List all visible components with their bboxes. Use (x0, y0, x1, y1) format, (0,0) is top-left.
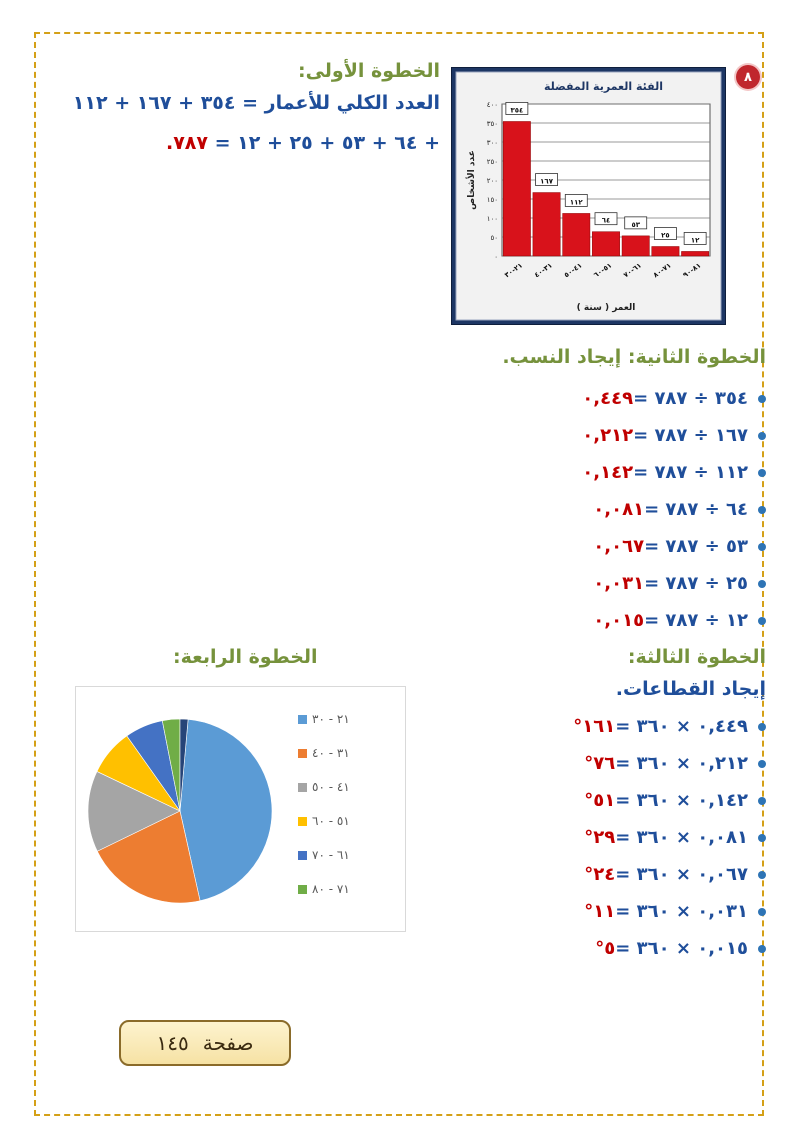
ratio-expression: ١١٢ ÷ ٧٨٧ = (633, 462, 748, 483)
bullet-icon (758, 580, 766, 588)
legend-swatch (298, 851, 307, 860)
bar (563, 213, 590, 256)
bullet-icon (758, 945, 766, 953)
bar-value-label: ٢٥ (661, 231, 670, 240)
ratio-item (582, 602, 766, 639)
bar (681, 251, 708, 256)
legend-label: ٦١ - ٧٠ (312, 848, 350, 862)
y-tick-label: ٣٥٠ (486, 120, 498, 128)
sector-item (573, 782, 766, 819)
sector-expression: ٠,٢١٢ × ٣٦٠ = (615, 753, 748, 774)
bar-value-label: ٦٤ (601, 216, 611, 225)
sector-result: ٢٩° (584, 827, 616, 848)
ratio-result: ٠,٠٦٧ (593, 536, 645, 557)
page-number-badge (119, 1020, 291, 1066)
sector-expression: ٠,٠١٥ × ٣٦٠ = (615, 938, 748, 959)
step1-title: الخطوة الأولى: (297, 60, 440, 82)
ratio-item (582, 417, 766, 454)
ratio-expression: ٢٥ ÷ ٧٨٧ = (644, 573, 748, 594)
ratio-item (582, 565, 766, 602)
legend-label: ٣١ - ٤٠ (312, 746, 350, 760)
sector-expression: ٠,٠٣١ × ٣٦٠ = (615, 901, 748, 922)
ratio-expression: ١٦٧ ÷ ٧٨٧ = (633, 425, 748, 446)
ratio-item (582, 528, 766, 565)
page-label: صفحة (202, 1031, 254, 1055)
ratio-expression: ١٢ ÷ ٧٨٧ = (644, 610, 748, 631)
ratio-result: ٠,٠٨١ (593, 499, 645, 520)
sector-result: ١١° (584, 901, 616, 922)
legend-swatch (298, 817, 307, 826)
bullet-icon (758, 908, 766, 916)
step3-subtitle: إيجاد القطاعات. (615, 678, 766, 700)
legend-label: ٥١ - ٦٠ (312, 814, 350, 828)
bullet-icon (758, 432, 766, 440)
y-tick-label: ٢٠٠ (486, 177, 498, 185)
ratio-expression: ٥٣ ÷ ٧٨٧ = (644, 536, 748, 557)
ratio-result: ٠,٠٣١ (593, 573, 645, 594)
y-tick-label: ٢٥٠ (486, 158, 498, 166)
step1-line2-total: ٧٨٧. (165, 132, 215, 154)
bar (622, 236, 649, 256)
bar (503, 121, 530, 256)
bar-chart (451, 67, 726, 325)
step4-title: الخطوة الرابعة: (173, 646, 318, 668)
sector-item (573, 893, 766, 930)
x-tick-label: ٦١-٧٠ (622, 261, 644, 280)
bar-value-label: ١١٢ (569, 198, 583, 207)
sector-result: ٧٦° (584, 753, 616, 774)
y-tick-label: ١٠٠ (486, 215, 498, 223)
bar-value-label: ١٦٧ (540, 177, 553, 186)
sector-list (573, 708, 766, 967)
sector-item (573, 856, 766, 893)
legend-label: ٤١ - ٥٠ (312, 780, 350, 794)
ratio-list (582, 380, 766, 639)
legend-swatch (298, 715, 307, 724)
chart-title: الفئة العمرية المفضلة (544, 80, 663, 93)
ratio-result: ٠,٢١٢ (582, 425, 634, 446)
pie-chart (75, 686, 406, 932)
sector-item (573, 930, 766, 967)
bar-value-label: ٣٥٤ (510, 106, 524, 115)
x-tick-label: ٣١-٤٠ (532, 261, 554, 280)
y-tick-label: ٤٠٠ (486, 101, 498, 109)
step1-total-line1: العدد الكلي للأعمار = ٣٥٤ + ١٦٧ + ١١٢ (72, 92, 440, 114)
legend-swatch (298, 885, 307, 894)
x-axis-label: العمر ( سنة ) (576, 303, 636, 313)
bullet-icon (758, 506, 766, 514)
x-tick-label: ٤١-٥٠ (562, 261, 584, 280)
step2-title (502, 346, 766, 368)
ratio-result: ٠,٤٤٩ (582, 388, 634, 409)
bar-value-label: ١٢ (690, 236, 700, 245)
question-number-badge: ٨ (736, 65, 760, 89)
legend-swatch (298, 749, 307, 758)
ratio-item (582, 454, 766, 491)
sector-expression: ٠,٤٤٩ × ٣٦٠ = (615, 716, 748, 737)
bullet-icon (758, 760, 766, 768)
x-tick-label: ٨١-٩٠ (681, 261, 703, 280)
ratio-result: ٠,١٤٢ (582, 462, 634, 483)
ratio-expression: ٦٤ ÷ ٧٨٧ = (644, 499, 748, 520)
step1-line2-sum: + ٦٤ + ٥٣ + ٢٥ + ١٢ = (214, 132, 440, 154)
legend-swatch (298, 783, 307, 792)
sector-item (573, 708, 766, 745)
y-axis-label: عدد الأشخاص (467, 150, 477, 210)
bar-chart-svg (452, 68, 725, 324)
y-tick-label: ١٥٠ (486, 196, 498, 204)
step1-total-line2 (166, 132, 440, 154)
legend-label: ٧١ - ٨٠ (312, 882, 350, 896)
ratio-item (582, 491, 766, 528)
bar-value-label: ٥٣ (631, 220, 640, 229)
y-tick-label: ٥٠ (490, 234, 498, 242)
bullet-icon (758, 469, 766, 477)
pie-chart-svg (76, 687, 405, 931)
bullet-icon (758, 871, 766, 879)
sector-result: ٢٤° (584, 864, 616, 885)
bullet-icon (758, 617, 766, 625)
ratio-item (582, 380, 766, 417)
bullet-icon (758, 723, 766, 731)
sector-item (573, 745, 766, 782)
sector-result: ١٦١° (573, 716, 616, 737)
sector-item (573, 819, 766, 856)
bullet-icon (758, 543, 766, 551)
y-tick-label: ٠ (494, 253, 498, 261)
step2-title-text: الخطوة الثانية: إيجاد النسب. (502, 346, 766, 368)
sector-expression: ٠,٠٦٧ × ٣٦٠ = (615, 864, 748, 885)
page-number: ١٤٥ (156, 1031, 189, 1055)
bar (592, 232, 619, 256)
x-tick-label: ٧١-٨٠ (651, 261, 673, 280)
sector-expression: ٠,١٤٢ × ٣٦٠ = (615, 790, 748, 811)
sector-result: ٥° (595, 938, 616, 959)
ratio-result: ٠,٠١٥ (593, 610, 645, 631)
bullet-icon (758, 834, 766, 842)
x-tick-label: ٥١-٦٠ (592, 261, 614, 280)
bullet-icon (758, 797, 766, 805)
bullet-icon (758, 395, 766, 403)
y-tick-label: ٣٠٠ (486, 139, 498, 147)
sector-expression: ٠,٠٨١ × ٣٦٠ = (615, 827, 748, 848)
step3-title: الخطوة الثالثة: (627, 646, 766, 668)
bar (533, 193, 560, 256)
bar (652, 247, 679, 257)
ratio-expression: ٣٥٤ ÷ ٧٨٧ = (633, 388, 748, 409)
sector-result: ٥١° (584, 790, 616, 811)
legend-label: ٢١ - ٣٠ (312, 712, 350, 726)
x-tick-label: ٢١-٣٠ (503, 261, 525, 280)
